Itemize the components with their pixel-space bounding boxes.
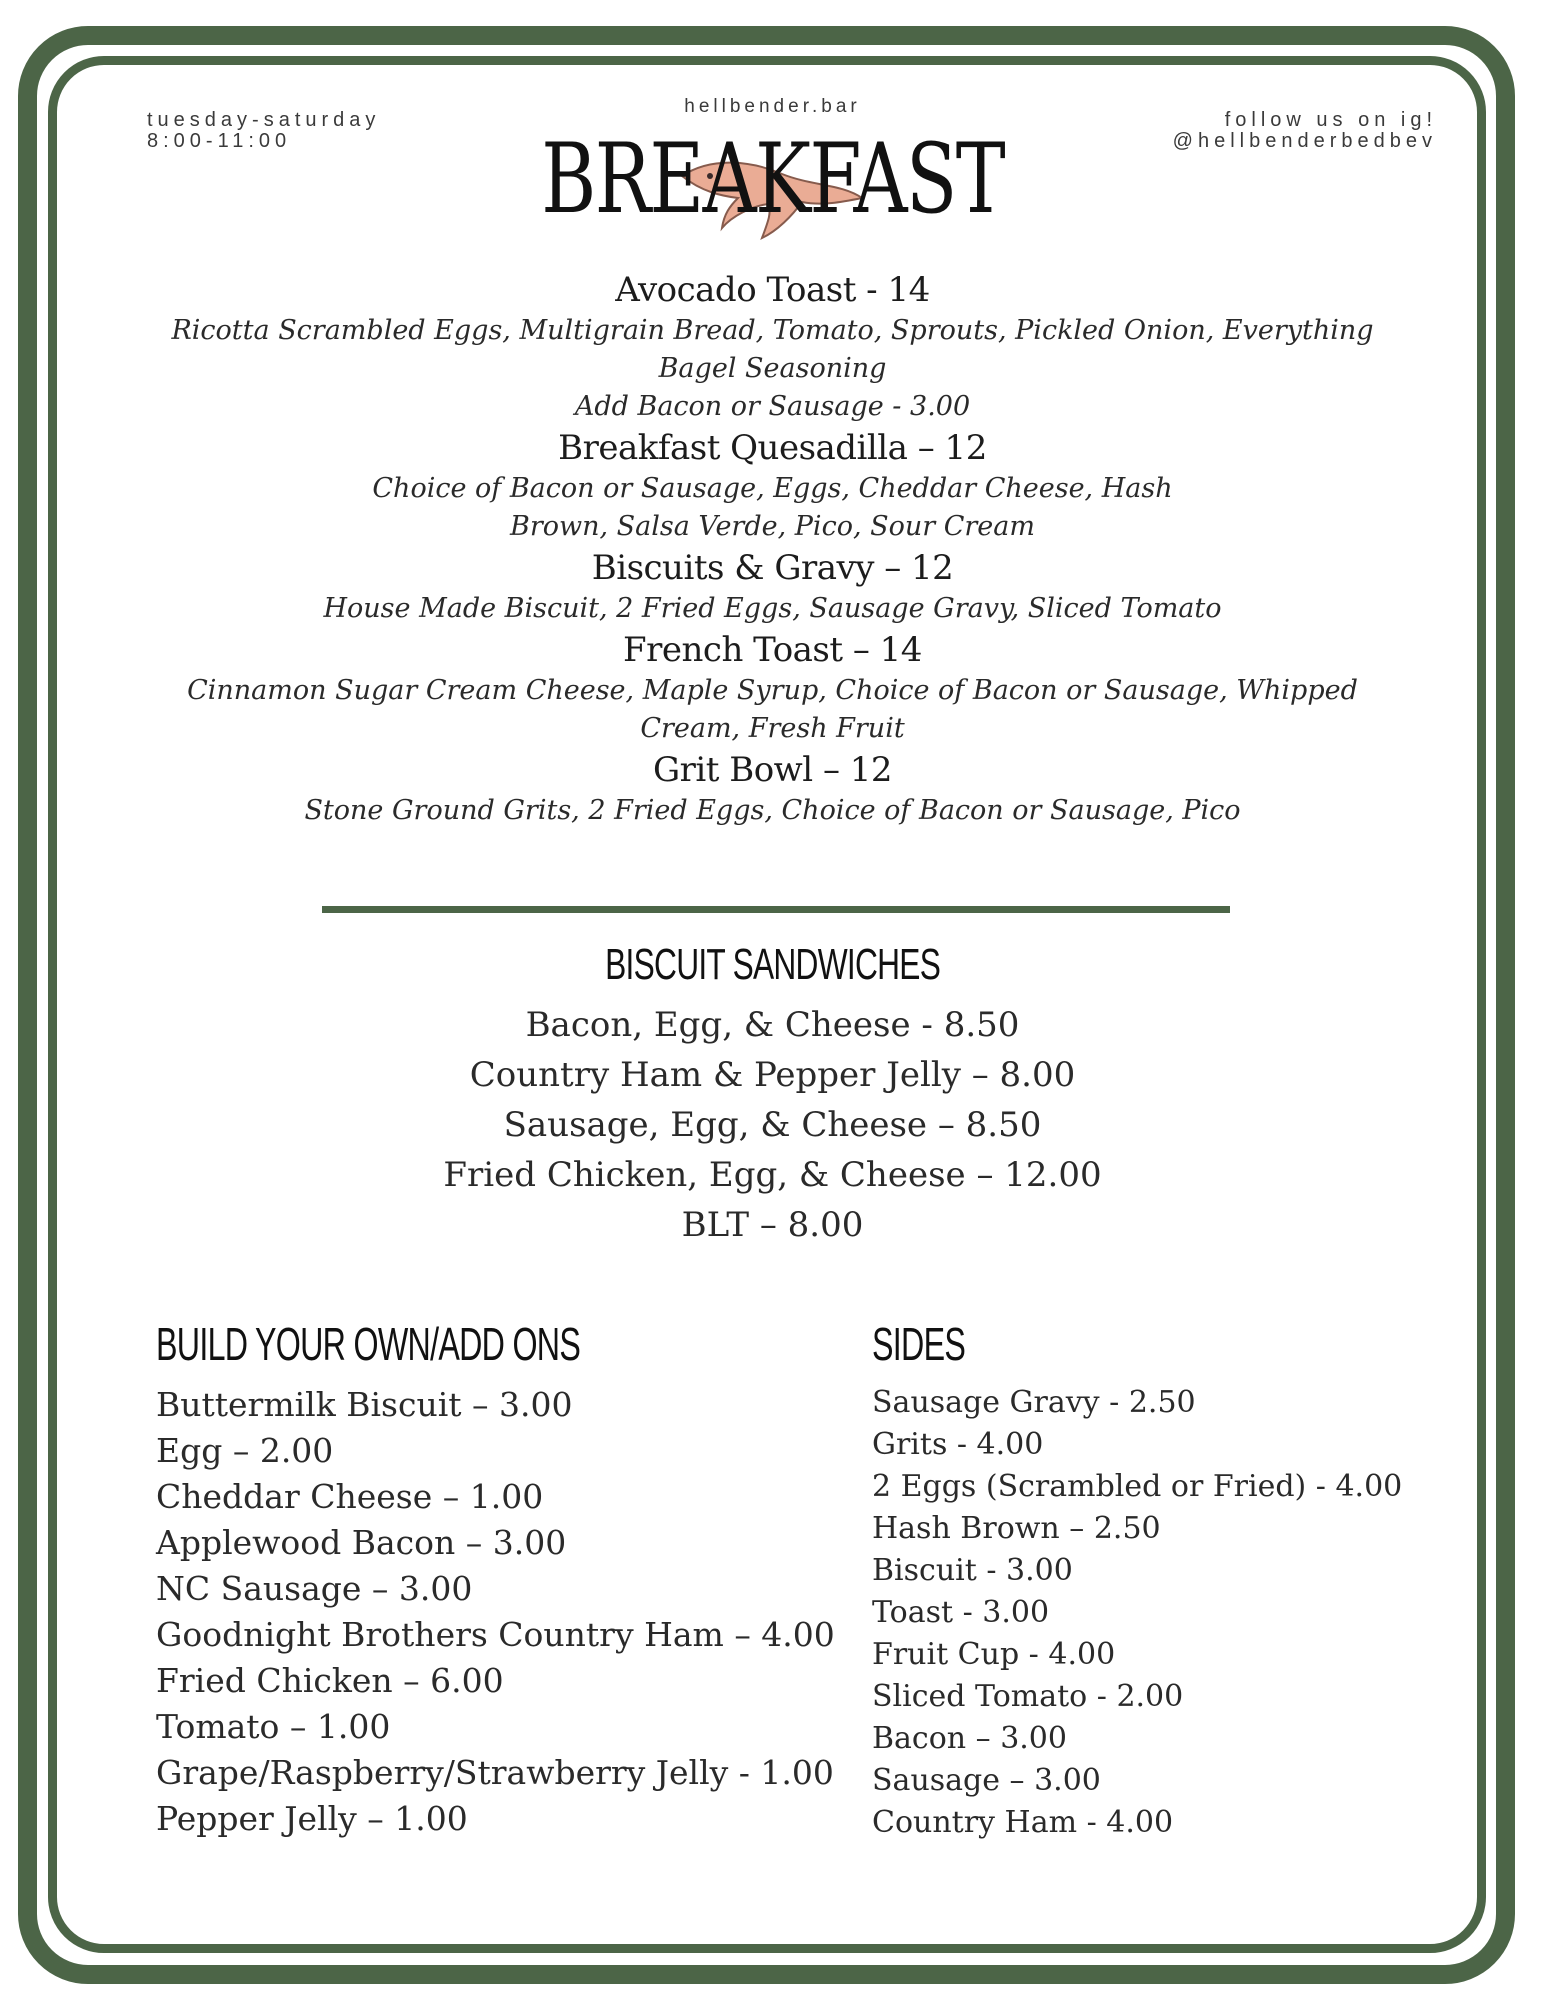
section-title: BUILD YOUR OWN/ADD ONS: [156, 1318, 581, 1370]
item-name: Grit Bowl – 12: [652, 750, 893, 790]
social-handle: @hellbenderbedbev: [1172, 130, 1437, 152]
website-label: hellbender.bar: [684, 96, 861, 117]
item-description: Stone Ground Grits, 2 Fried Eggs, Choice of Bacon or Sausage, Pico: [304, 795, 1241, 826]
menu-item: [150, 546, 1395, 628]
item-addon: Add Bacon or Sausage - 3.00: [574, 391, 971, 422]
list-item: 2 Eggs (Scrambled or Fried) - 4.00: [872, 1469, 1403, 1504]
list-item: Buttermilk Biscuit – 3.00: [156, 1385, 573, 1424]
menu-item: [150, 426, 1395, 546]
list-item: Fruit Cup - 4.00: [872, 1637, 1116, 1672]
list-item: NC Sausage – 3.00: [156, 1569, 473, 1608]
item-name: Biscuits & Gravy – 12: [591, 548, 954, 588]
menu-item: [150, 748, 1395, 830]
biscuit-sandwiches-section: [0, 940, 1545, 1250]
list-item: Sausage, Egg, & Cheese – 8.50: [503, 1105, 1042, 1145]
section-title: BISCUIT SANDWICHES: [605, 940, 940, 989]
list-item: Sliced Tomato - 2.00: [872, 1679, 1184, 1714]
list-item: Cheddar Cheese – 1.00: [156, 1477, 544, 1516]
list-item: Egg – 2.00: [156, 1431, 334, 1470]
list-item: Biscuit - 3.00: [872, 1553, 1073, 1588]
list-item: Bacon, Egg, & Cheese - 8.50: [525, 1005, 1020, 1045]
item-name: Breakfast Quesadilla – 12: [558, 428, 987, 468]
list-item: Toast - 3.00: [872, 1595, 1050, 1630]
list-item: Goodnight Brothers Country Ham – 4.00: [156, 1615, 835, 1654]
item-name: Avocado Toast - 14: [615, 270, 930, 310]
list-item: Bacon – 3.00: [872, 1721, 1067, 1756]
list-item: Grape/Raspberry/Strawberry Jelly - 1.00: [156, 1753, 834, 1792]
list-item: Country Ham & Pepper Jelly – 8.00: [469, 1055, 1076, 1095]
list-item: Pepper Jelly – 1.00: [156, 1799, 468, 1838]
list-item: Country Ham - 4.00: [872, 1805, 1174, 1840]
list-item: Tomato – 1.00: [156, 1707, 391, 1746]
list-item: Fried Chicken – 6.00: [156, 1661, 504, 1700]
section-divider: [322, 906, 1230, 913]
hours-time: 8:00-11:00: [147, 130, 292, 152]
page-title: BREAKFAST: [541, 123, 1004, 235]
item-name: French Toast – 14: [623, 630, 922, 670]
list-item: Hash Brown – 2.50: [872, 1511, 1161, 1546]
menu-item: [150, 268, 1395, 426]
list-item: Sausage Gravy - 2.50: [872, 1385, 1196, 1420]
section-title: SIDES: [872, 1318, 966, 1370]
title-wrap: [0, 124, 1545, 244]
item-description: Ricotta Scrambled Eggs, Multigrain Bread, Tomato, Sprouts, Pickled Onion, Everything Bagel Seasoning: [171, 315, 1374, 384]
list-item: Sausage – 3.00: [872, 1763, 1101, 1798]
hours-days: tuesday-saturday: [147, 109, 381, 131]
list-item: Applewood Bacon – 3.00: [156, 1523, 567, 1562]
breakfast-items: [150, 268, 1395, 830]
list-item: BLT – 8.00: [681, 1205, 864, 1245]
list-item: Fried Chicken, Egg, & Cheese – 12.00: [443, 1155, 1102, 1195]
list-item: Grits - 4.00: [872, 1427, 1044, 1462]
sides-section: [872, 1318, 1432, 1844]
item-description: Cinnamon Sugar Cream Cheese, Maple Syrup, Choice of Bacon or Sausage, Whipped Cream, Fresh Fruit: [187, 675, 1358, 744]
menu-item: [150, 628, 1395, 748]
item-description: Choice of Bacon or Sausage, Eggs, Cheddar Cheese, Hash Brown, Salsa Verde, Pico, Sour Cream: [372, 473, 1173, 542]
social-line-1: follow us on ig!: [1224, 109, 1437, 131]
item-description: House Made Biscuit, 2 Fried Eggs, Sausage Gravy, Sliced Tomato: [323, 593, 1222, 624]
build-your-own-section: [156, 1318, 856, 1842]
